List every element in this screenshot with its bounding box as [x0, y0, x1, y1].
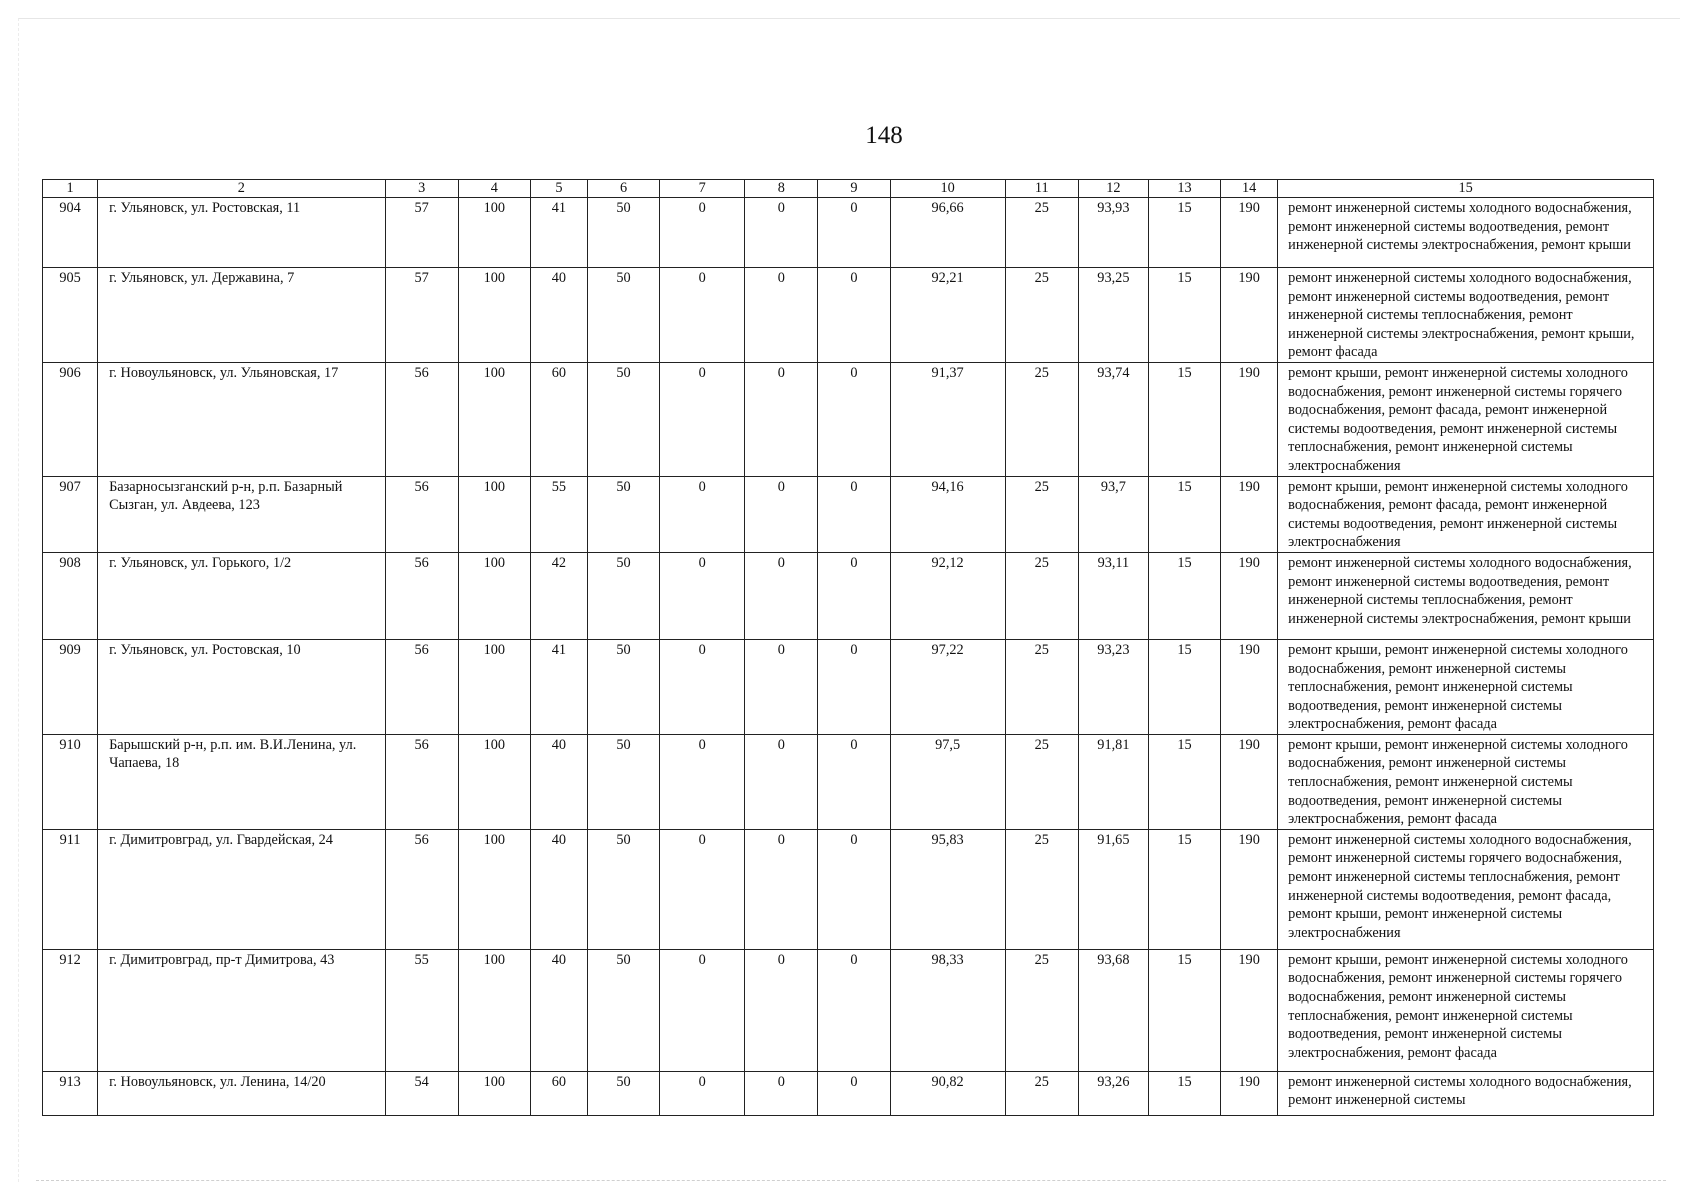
- column-header: 15: [1278, 180, 1654, 198]
- works-list-cell: ремонт инженерной системы холодного водоснабжения, ремонт инженерной системы водоотведения, ремонт инженерной системы электроснабжения, ремонт крыши: [1278, 198, 1654, 268]
- value-cell: 92,21: [890, 268, 1005, 363]
- table-row: [43, 639, 1654, 734]
- value-cell: 0: [660, 476, 745, 552]
- value-cell: 100: [458, 198, 530, 268]
- column-header: 1: [43, 180, 98, 198]
- value-cell: 15: [1148, 198, 1220, 268]
- value-cell: 94,16: [890, 476, 1005, 552]
- address-cell: г. Ульяновск, ул. Ростовская, 11: [98, 198, 386, 268]
- value-cell: 97,22: [890, 639, 1005, 734]
- value-cell: 93,11: [1078, 552, 1148, 639]
- value-cell: 41: [530, 639, 587, 734]
- row-number-cell: 905: [43, 268, 98, 363]
- value-cell: 0: [818, 639, 890, 734]
- value-cell: 57: [385, 268, 458, 363]
- value-cell: 15: [1148, 552, 1220, 639]
- works-list-cell: ремонт крыши, ремонт инженерной системы холодного водоснабжения, ремонт инженерной системы горячего водоснабжения, ремонт фасада, ремонт инженерной системы водоотведения, ремонт инженерной системы теплоснабжения, ремонт инженерной системы электроснабжения: [1278, 362, 1654, 476]
- works-list-cell: ремонт крыши, ремонт инженерной системы холодного водоснабжения, ремонт инженерной системы теплоснабжения, ремонт инженерной системы водоотведения, ремонт инженерной системы электроснабжения, ремонт фасада: [1278, 734, 1654, 829]
- value-cell: 97,5: [890, 734, 1005, 829]
- value-cell: 0: [745, 268, 818, 363]
- value-cell: 25: [1005, 829, 1078, 949]
- value-cell: 56: [385, 552, 458, 639]
- value-cell: 40: [530, 829, 587, 949]
- column-header: 10: [890, 180, 1005, 198]
- value-cell: 0: [660, 829, 745, 949]
- value-cell: 0: [818, 198, 890, 268]
- page-number: 148: [865, 122, 903, 149]
- column-header: 4: [458, 180, 530, 198]
- row-number-cell: 906: [43, 362, 98, 476]
- value-cell: 56: [385, 829, 458, 949]
- value-cell: 100: [458, 829, 530, 949]
- works-list-cell: ремонт инженерной системы холодного водоснабжения, ремонт инженерной системы: [1278, 1071, 1654, 1115]
- table-row: [43, 476, 1654, 552]
- row-number-cell: 907: [43, 476, 98, 552]
- works-list-cell: ремонт крыши, ремонт инженерной системы холодного водоснабжения, ремонт инженерной системы горячего водоснабжения, ремонт инженерной системы теплоснабжения, ремонт инженерной системы водоотведения, ремонт инженерной системы электроснабжения, ремонт фасада: [1278, 949, 1654, 1071]
- value-cell: 25: [1005, 639, 1078, 734]
- value-cell: 55: [530, 476, 587, 552]
- column-header: 6: [587, 180, 659, 198]
- value-cell: 15: [1148, 639, 1220, 734]
- value-cell: 50: [587, 198, 659, 268]
- column-header: 5: [530, 180, 587, 198]
- value-cell: 0: [818, 1071, 890, 1115]
- table-row: [43, 552, 1654, 639]
- value-cell: 100: [458, 639, 530, 734]
- value-cell: 50: [587, 362, 659, 476]
- value-cell: 0: [660, 734, 745, 829]
- value-cell: 0: [745, 362, 818, 476]
- row-number-cell: 909: [43, 639, 98, 734]
- value-cell: 93,7: [1078, 476, 1148, 552]
- value-cell: 0: [660, 268, 745, 363]
- row-number-cell: 911: [43, 829, 98, 949]
- value-cell: 60: [530, 1071, 587, 1115]
- table-row: [43, 829, 1654, 949]
- address-cell: г. Димитровград, пр-т Димитрова, 43: [98, 949, 386, 1071]
- column-header: 3: [385, 180, 458, 198]
- column-header: 12: [1078, 180, 1148, 198]
- value-cell: 100: [458, 552, 530, 639]
- value-cell: 40: [530, 949, 587, 1071]
- value-cell: 93,23: [1078, 639, 1148, 734]
- value-cell: 100: [458, 949, 530, 1071]
- value-cell: 25: [1005, 734, 1078, 829]
- value-cell: 95,83: [890, 829, 1005, 949]
- value-cell: 100: [458, 268, 530, 363]
- value-cell: 0: [818, 949, 890, 1071]
- value-cell: 93,26: [1078, 1071, 1148, 1115]
- address-cell: Базарносызганский р-н, р.п. Базарный Сызган, ул. Авдеева, 123: [98, 476, 386, 552]
- column-header: 9: [818, 180, 890, 198]
- value-cell: 42: [530, 552, 587, 639]
- value-cell: 0: [745, 476, 818, 552]
- value-cell: 93,68: [1078, 949, 1148, 1071]
- value-cell: 0: [818, 268, 890, 363]
- address-cell: г. Новоульяновск, ул. Ульяновская, 17: [98, 362, 386, 476]
- value-cell: 100: [458, 476, 530, 552]
- address-cell: г. Ульяновск, ул. Ростовская, 10: [98, 639, 386, 734]
- value-cell: 96,66: [890, 198, 1005, 268]
- table-row: [43, 949, 1654, 1071]
- row-number-cell: 913: [43, 1071, 98, 1115]
- value-cell: 0: [818, 734, 890, 829]
- register-table: [42, 179, 1654, 1116]
- value-cell: 50: [587, 829, 659, 949]
- value-cell: 0: [745, 552, 818, 639]
- table-row: [43, 198, 1654, 268]
- value-cell: 50: [587, 1071, 659, 1115]
- value-cell: 50: [587, 639, 659, 734]
- table-row: [43, 1071, 1654, 1115]
- value-cell: 91,37: [890, 362, 1005, 476]
- value-cell: 190: [1221, 734, 1278, 829]
- value-cell: 190: [1221, 198, 1278, 268]
- value-cell: 40: [530, 268, 587, 363]
- value-cell: 0: [660, 362, 745, 476]
- works-list-cell: ремонт инженерной системы холодного водоснабжения, ремонт инженерной системы водоотведения, ремонт инженерной системы теплоснабжения, ремонт инженерной системы электроснабжения, ремонт крыши: [1278, 552, 1654, 639]
- scan-bottom-edge: [36, 1180, 1666, 1181]
- value-cell: 25: [1005, 198, 1078, 268]
- value-cell: 41: [530, 198, 587, 268]
- value-cell: 57: [385, 198, 458, 268]
- value-cell: 56: [385, 734, 458, 829]
- value-cell: 25: [1005, 268, 1078, 363]
- value-cell: 190: [1221, 268, 1278, 363]
- value-cell: 190: [1221, 829, 1278, 949]
- value-cell: 100: [458, 1071, 530, 1115]
- value-cell: 50: [587, 268, 659, 363]
- address-cell: г. Ульяновск, ул. Горького, 1/2: [98, 552, 386, 639]
- value-cell: 56: [385, 639, 458, 734]
- value-cell: 15: [1148, 362, 1220, 476]
- address-cell: г. Ульяновск, ул. Державина, 7: [98, 268, 386, 363]
- value-cell: 25: [1005, 552, 1078, 639]
- value-cell: 50: [587, 476, 659, 552]
- table-row: [43, 268, 1654, 363]
- value-cell: 15: [1148, 1071, 1220, 1115]
- value-cell: 50: [587, 734, 659, 829]
- value-cell: 98,33: [890, 949, 1005, 1071]
- row-number-cell: 912: [43, 949, 98, 1071]
- table-body: [43, 198, 1654, 1116]
- value-cell: 15: [1148, 949, 1220, 1071]
- value-cell: 190: [1221, 949, 1278, 1071]
- value-cell: 50: [587, 949, 659, 1071]
- column-header: 2: [98, 180, 386, 198]
- value-cell: 0: [745, 949, 818, 1071]
- value-cell: 190: [1221, 1071, 1278, 1115]
- value-cell: 93,93: [1078, 198, 1148, 268]
- value-cell: 190: [1221, 552, 1278, 639]
- column-header: 14: [1221, 180, 1278, 198]
- column-header: 8: [745, 180, 818, 198]
- table-row: [43, 362, 1654, 476]
- value-cell: 0: [818, 552, 890, 639]
- value-cell: 0: [818, 362, 890, 476]
- value-cell: 100: [458, 734, 530, 829]
- works-list-cell: ремонт инженерной системы холодного водоснабжения, ремонт инженерной системы водоотведения, ремонт инженерной системы теплоснабжения, ремонт инженерной системы электроснабжения, ремонт крыши, ремонт фасада: [1278, 268, 1654, 363]
- value-cell: 0: [745, 639, 818, 734]
- value-cell: 90,82: [890, 1071, 1005, 1115]
- row-number-cell: 910: [43, 734, 98, 829]
- value-cell: 0: [660, 1071, 745, 1115]
- value-cell: 15: [1148, 476, 1220, 552]
- value-cell: 50: [587, 552, 659, 639]
- value-cell: 0: [818, 829, 890, 949]
- value-cell: 0: [660, 552, 745, 639]
- value-cell: 25: [1005, 362, 1078, 476]
- value-cell: 54: [385, 1071, 458, 1115]
- value-cell: 190: [1221, 639, 1278, 734]
- column-header: 7: [660, 180, 745, 198]
- works-list-cell: ремонт крыши, ремонт инженерной системы холодного водоснабжения, ремонт инженерной системы теплоснабжения, ремонт инженерной системы водоотведения, ремонт инженерной системы электроснабжения, ремонт фасада: [1278, 639, 1654, 734]
- value-cell: 0: [745, 829, 818, 949]
- works-list-cell: ремонт крыши, ремонт инженерной системы холодного водоснабжения, ремонт фасада, ремонт инженерной системы водоотведения, ремонт инженерной системы электроснабжения: [1278, 476, 1654, 552]
- value-cell: 25: [1005, 949, 1078, 1071]
- value-cell: 190: [1221, 476, 1278, 552]
- value-cell: 0: [660, 949, 745, 1071]
- value-cell: 93,25: [1078, 268, 1148, 363]
- value-cell: 190: [1221, 362, 1278, 476]
- value-cell: 92,12: [890, 552, 1005, 639]
- value-cell: 0: [745, 734, 818, 829]
- value-cell: 60: [530, 362, 587, 476]
- address-cell: Барышский р-н, р.п. им. В.И.Ленина, ул. Чапаева, 18: [98, 734, 386, 829]
- value-cell: 56: [385, 476, 458, 552]
- row-number-cell: 904: [43, 198, 98, 268]
- value-cell: 56: [385, 362, 458, 476]
- value-cell: 55: [385, 949, 458, 1071]
- table-row: [43, 734, 1654, 829]
- address-cell: г. Новоульяновск, ул. Ленина, 14/20: [98, 1071, 386, 1115]
- value-cell: 15: [1148, 829, 1220, 949]
- address-cell: г. Димитровград, ул. Гвардейская, 24: [98, 829, 386, 949]
- value-cell: 0: [818, 476, 890, 552]
- value-cell: 0: [745, 198, 818, 268]
- value-cell: 25: [1005, 1071, 1078, 1115]
- value-cell: 91,65: [1078, 829, 1148, 949]
- column-header: 11: [1005, 180, 1078, 198]
- column-header-row: [43, 180, 1654, 198]
- value-cell: 15: [1148, 268, 1220, 363]
- value-cell: 40: [530, 734, 587, 829]
- value-cell: 93,74: [1078, 362, 1148, 476]
- value-cell: 0: [660, 198, 745, 268]
- value-cell: 0: [745, 1071, 818, 1115]
- value-cell: 0: [660, 639, 745, 734]
- value-cell: 15: [1148, 734, 1220, 829]
- row-number-cell: 908: [43, 552, 98, 639]
- value-cell: 25: [1005, 476, 1078, 552]
- works-list-cell: ремонт инженерной системы холодного водоснабжения, ремонт инженерной системы горячего водоснабжения, ремонт инженерной системы теплоснабжения, ремонт инженерной системы водоотведения, ремонт фасада, ремонт крыши, ремонт инженерной системы электроснабжения: [1278, 829, 1654, 949]
- value-cell: 91,81: [1078, 734, 1148, 829]
- value-cell: 100: [458, 362, 530, 476]
- column-header: 13: [1148, 180, 1220, 198]
